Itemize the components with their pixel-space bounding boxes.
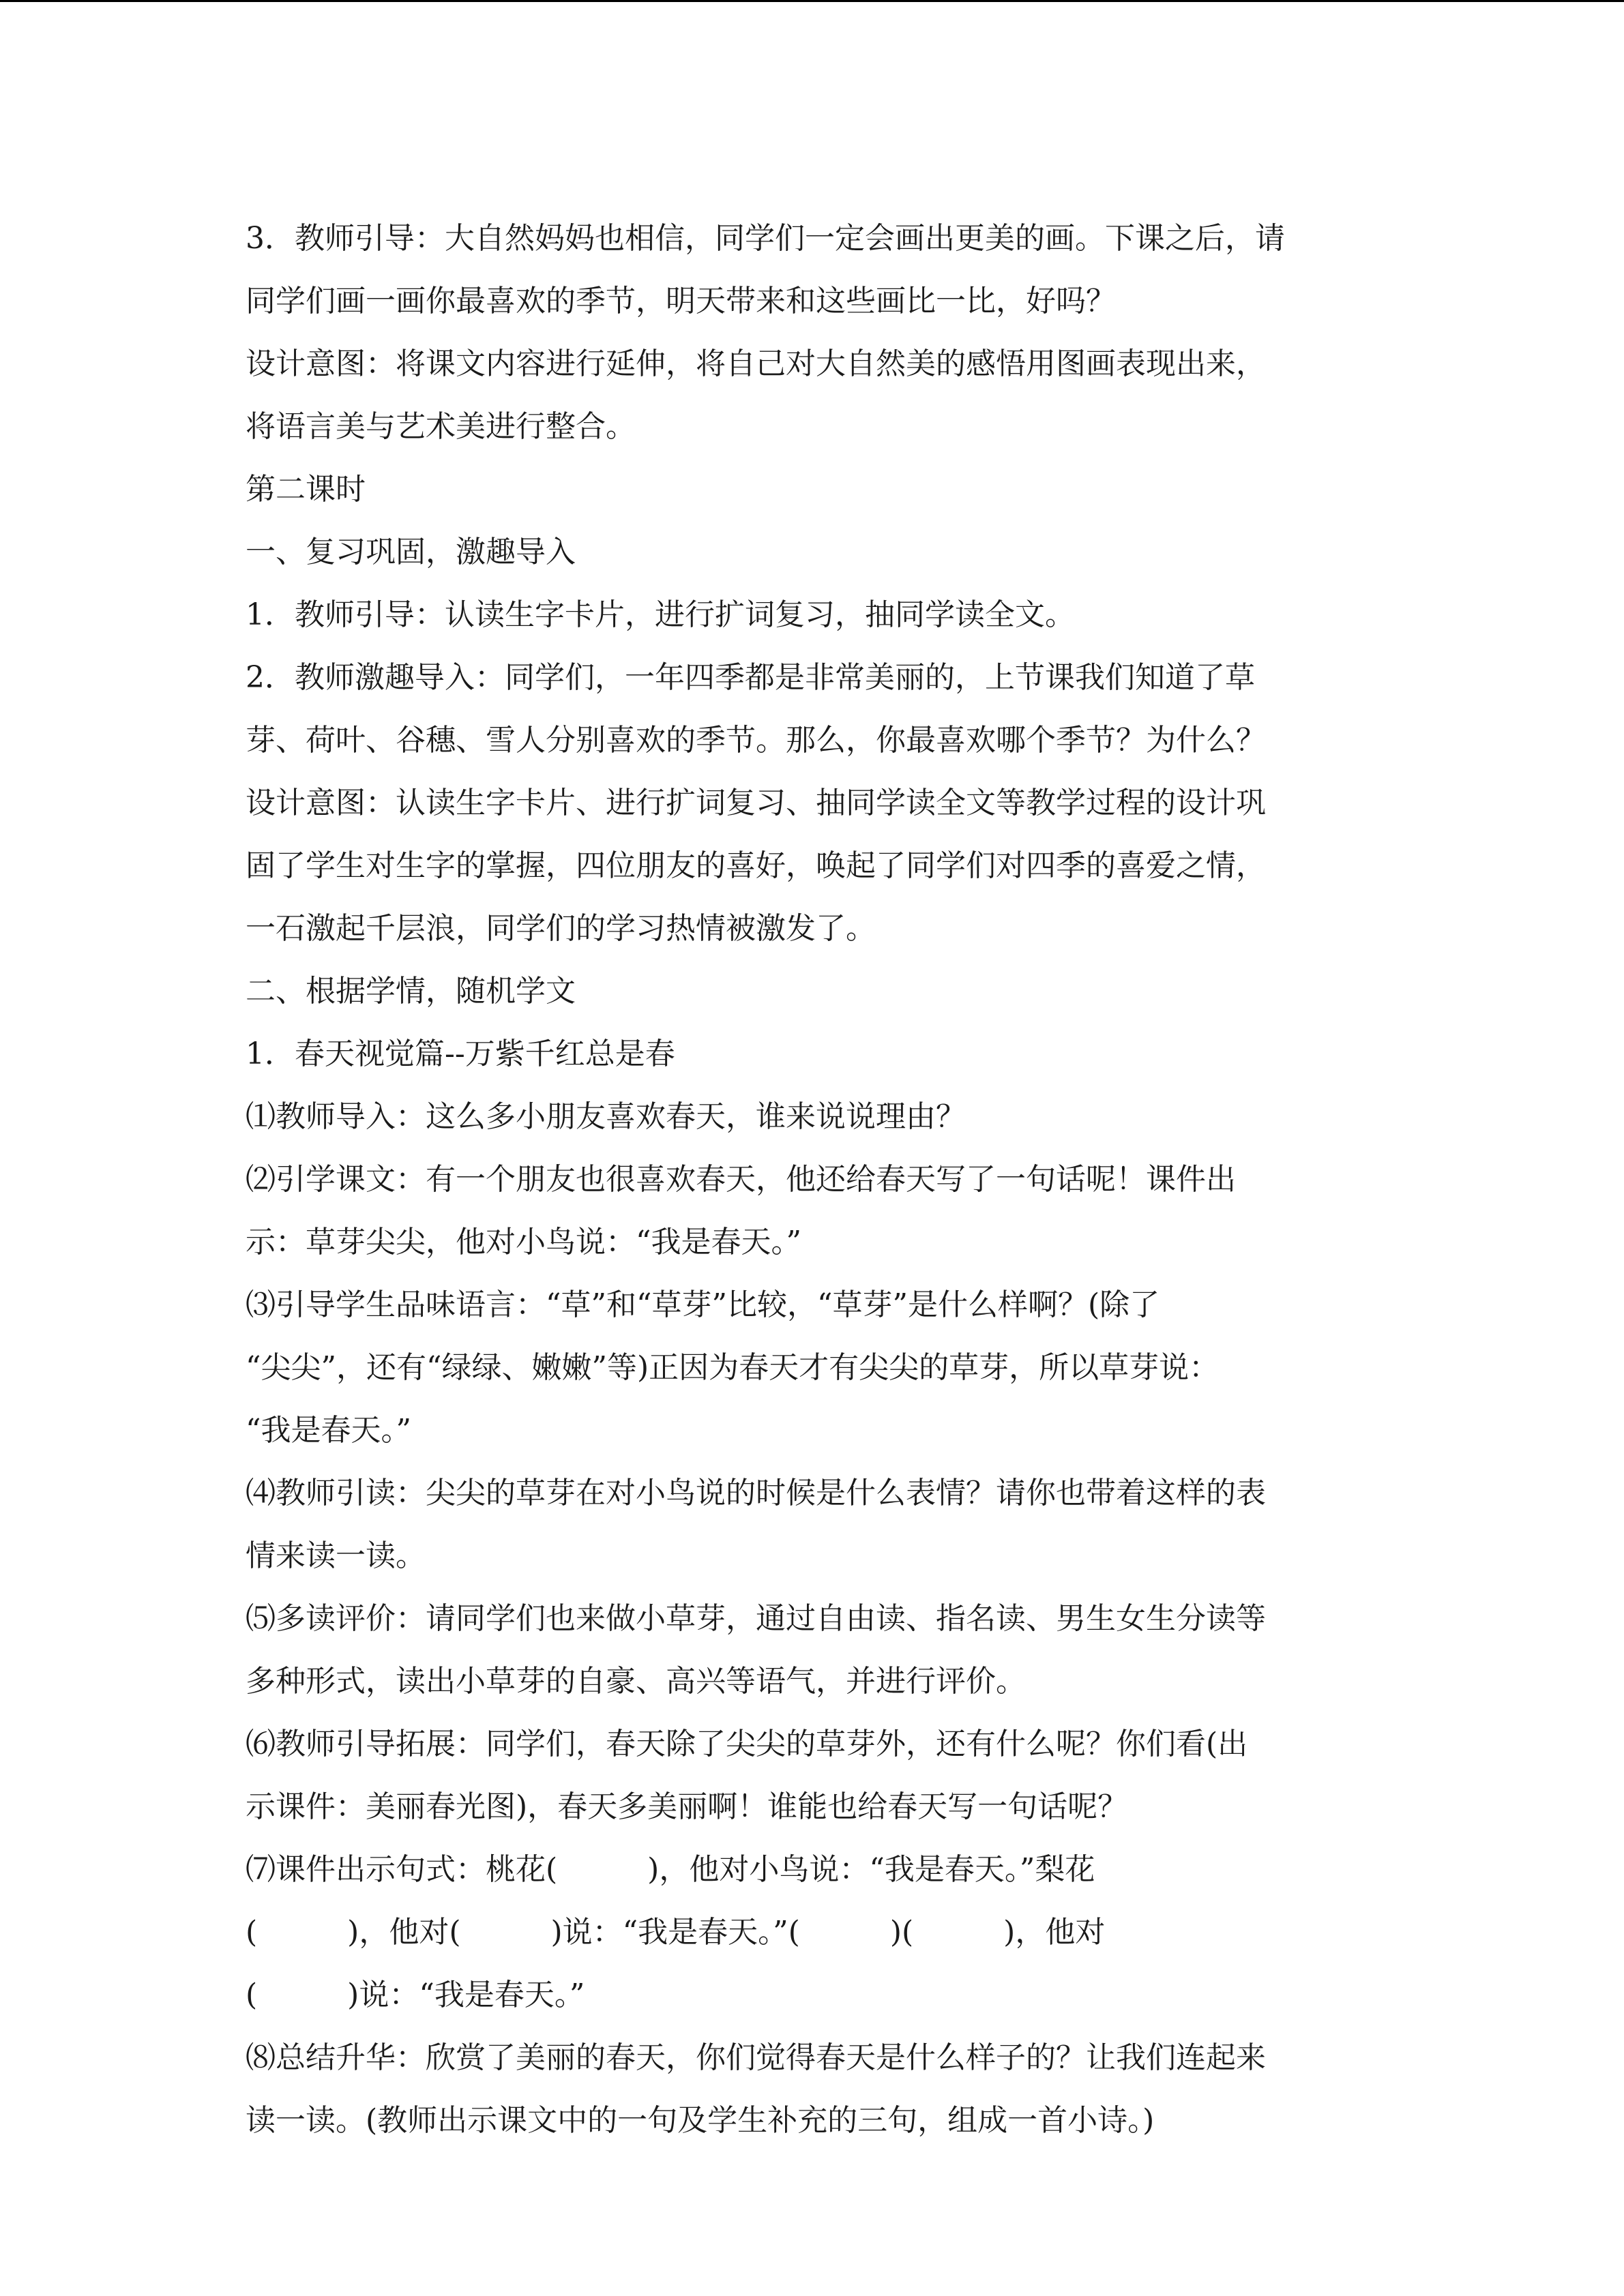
text-line: ⑴教师导入：这么多小朋友喜欢春天，谁来说说理由？ bbox=[246, 1099, 966, 1134]
text-line: 芽、荷叶、谷穗、雪人分别喜欢的季节。那么，你最喜欢哪个季节？为什么？ bbox=[246, 723, 1266, 758]
text-line: 示：草芽尖尖，他对小鸟说：“我是春天。” bbox=[246, 1225, 801, 1259]
document-body bbox=[246, 207, 1378, 2152]
text-line: “尖尖”，还有“绿绿、嫩嫩”等)正因为春天才有尖尖的草芽，所以草芽说： bbox=[246, 1350, 1220, 1385]
text-line: 情来读一读。 bbox=[246, 1538, 426, 1573]
text-line: ⑻总结升华：欣赏了美丽的春天，你们觉得春天是什么样子的？让我们连起来 bbox=[246, 2040, 1266, 2075]
text-line: ⑹教师引导拓展：同学们，春天除了尖尖的草芽外，还有什么呢？你们看(出 bbox=[246, 1727, 1248, 1761]
section-heading: 一、复习巩固，激趣导入 bbox=[246, 535, 576, 569]
lesson-heading: 第二课时 bbox=[246, 472, 366, 507]
design-intent-line: 设计意图：认读生字卡片、进行扩词复习、抽同学读全文等教学过程的设计巩 bbox=[246, 786, 1266, 820]
text-line: ⑷教师引读：尖尖的草芽在对小鸟说的时候是什么表情？请你也带着这样的表 bbox=[246, 1476, 1266, 1510]
text-line: 1．教师引导：认读生字卡片，进行扩词复习，抽同学读全文。 bbox=[246, 597, 1075, 632]
text-line: ( )说：“我是春天。” bbox=[246, 1978, 585, 2012]
text-line: 固了学生对生字的掌握，四位朋友的喜好，唤起了同学们对四季的喜爱之情， bbox=[246, 848, 1266, 883]
text-line: 一石激起千层浪，同学们的学习热情被激发了。 bbox=[246, 911, 876, 946]
text-line: ⑵引学课文：有一个朋友也很喜欢春天，他还给春天写了一句话呢！课件出 bbox=[246, 1162, 1236, 1197]
text-line: 读一读。(教师出示课文中的一句及学生补充的三句，组成一首小诗。) bbox=[246, 2103, 1155, 2138]
text-line: 多种形式，读出小草芽的自豪、高兴等语气，并进行评价。 bbox=[246, 1664, 1026, 1699]
design-intent-line: 设计意图：将课文内容进行延伸，将自己对大自然美的感悟用图画表现出来， bbox=[246, 346, 1266, 381]
text-line: 3．教师引导：大自然妈妈也相信，同学们一定会画出更美的画。下课之后，请 bbox=[246, 221, 1285, 256]
text-line: 同学们画一画你最喜欢的季节，明天带来和这些画比一比，好吗？ bbox=[246, 284, 1116, 318]
text-line: 2．教师激趣导入：同学们，一年四季都是非常美丽的，上节课我们知道了草 bbox=[246, 660, 1255, 695]
subsection-heading: 1．春天视觉篇--万紫千红总是春 bbox=[246, 1037, 675, 1071]
page-top-border bbox=[0, 0, 1624, 2]
text-line: 将语言美与艺术美进行整合。 bbox=[246, 409, 636, 444]
section-heading: 二、根据学情，随机学文 bbox=[246, 974, 576, 1009]
text-line: ⑺课件出示句式：桃花( )，他对小鸟说：“我是春天。”梨花 bbox=[246, 1852, 1095, 1887]
text-line: “我是春天。” bbox=[246, 1413, 411, 1448]
text-line: ( )，他对( )说：“我是春天。”( )( )，他对 bbox=[246, 1915, 1106, 1950]
text-line: ⑶引导学生品味语言：“草”和“草芽”比较，“草芽”是什么样啊？(除了 bbox=[246, 1287, 1160, 1322]
text-line: 示课件：美丽春光图)，春天多美丽啊！谁能也给春天写一句话呢？ bbox=[246, 1789, 1128, 1824]
text-line: ⑸多读评价：请同学们也来做小草芽，通过自由读、指名读、男生女生分读等 bbox=[246, 1601, 1266, 1636]
